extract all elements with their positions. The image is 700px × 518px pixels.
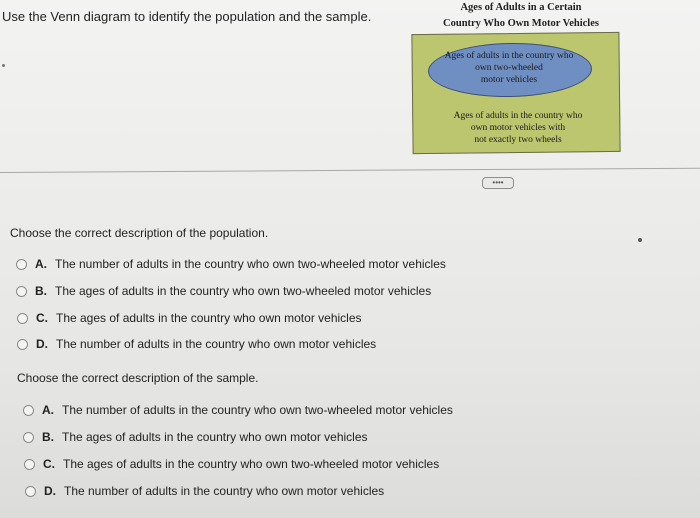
population-option-c[interactable] xyxy=(17,311,362,325)
radio-button[interactable] xyxy=(17,313,28,324)
option-text: The ages of adults in the country who own motor vehicles xyxy=(56,311,362,325)
stray-dot xyxy=(638,238,642,242)
venn-inner-line: motor vehicles xyxy=(480,75,538,85)
venn-outer-label xyxy=(420,110,616,146)
option-text: The ages of adults in the country who own motor vehicles xyxy=(62,430,368,444)
population-question: Choose the correct description of the population. xyxy=(10,226,269,240)
radio-button[interactable] xyxy=(23,405,34,416)
venn-outer-line: Ages of adults in the country who xyxy=(453,111,583,121)
option-text: The ages of adults in the country who own two-wheeled motor vehicles xyxy=(55,284,432,298)
option-text: The number of adults in the country who own two-wheeled motor vehicles xyxy=(55,257,446,271)
venn-inner-line: own two-wheeled xyxy=(475,63,543,73)
population-option-d[interactable] xyxy=(17,337,376,351)
radio-button[interactable] xyxy=(23,432,34,443)
radio-button[interactable] xyxy=(16,259,27,270)
option-letter: A. xyxy=(42,403,54,417)
sample-option-c[interactable] xyxy=(24,457,439,471)
option-text: The ages of adults in the country who own two-wheeled motor vehicles xyxy=(63,457,440,471)
venn-outer-line: own motor vehicles with xyxy=(470,123,566,133)
radio-button[interactable] xyxy=(16,286,27,297)
option-letter: C. xyxy=(36,311,48,325)
option-letter: B. xyxy=(42,430,54,444)
option-letter: D. xyxy=(36,337,48,351)
instruction-text: Use the Venn diagram to identify the population and the sample. xyxy=(2,9,372,24)
radio-button[interactable] xyxy=(25,486,36,497)
option-text: The number of adults in the country who own two-wheeled motor vehicles xyxy=(62,403,453,417)
sample-option-d[interactable] xyxy=(25,484,384,498)
section-divider xyxy=(0,168,700,173)
population-option-a[interactable] xyxy=(16,257,446,271)
venn-title-line: Country Who Own Motor Vehicles xyxy=(443,18,599,29)
venn-title-line: Ages of Adults in a Certain xyxy=(460,2,582,13)
sample-question: Choose the correct description of the sample. xyxy=(17,371,259,385)
venn-title xyxy=(416,0,626,32)
option-letter: A. xyxy=(35,257,47,271)
venn-inner-line: Ages of adults in the country who xyxy=(444,51,574,61)
stray-dot xyxy=(2,64,5,67)
venn-inner-label xyxy=(432,50,586,86)
option-text: The number of adults in the country who own motor vehicles xyxy=(64,484,385,498)
option-letter: C. xyxy=(43,457,55,471)
radio-button[interactable] xyxy=(17,339,28,350)
option-letter: D. xyxy=(44,484,56,498)
sample-option-a[interactable] xyxy=(23,403,453,417)
population-option-b[interactable] xyxy=(16,284,431,298)
radio-button[interactable] xyxy=(24,459,35,470)
sample-option-b[interactable] xyxy=(23,430,368,444)
option-letter: B. xyxy=(35,284,47,298)
venn-outer-line: not exactly two wheels xyxy=(474,135,562,145)
option-text: The number of adults in the country who own motor vehicles xyxy=(56,337,377,351)
more-button[interactable]: •••• xyxy=(482,177,514,189)
